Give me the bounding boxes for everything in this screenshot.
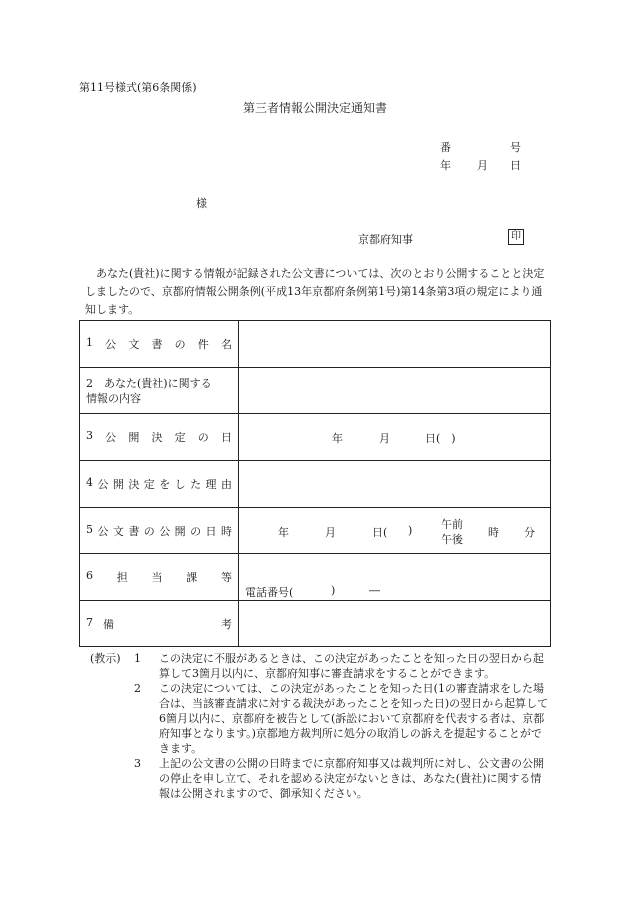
instructions-heading: (教示) [90, 652, 121, 665]
instruction-number: 1 [134, 652, 141, 665]
label-char: 決 [128, 478, 140, 491]
label-char: 日 [220, 431, 232, 444]
label-char: 名 [220, 338, 232, 351]
label-char: 公 [97, 524, 109, 538]
date-year-label: 年 [440, 159, 451, 172]
table-row [80, 414, 551, 461]
label-char: の [190, 524, 202, 538]
row-label-document-title [80, 321, 239, 368]
datetime-year: 年 [278, 525, 289, 539]
instruction-number: 3 [134, 757, 141, 770]
label-char: 備 [103, 617, 114, 631]
datetime-month: 月 [325, 525, 336, 539]
label-char: 書 [151, 338, 163, 351]
table-row [80, 368, 551, 414]
instruction-text: この決定に不服があるときは、この決定があったことを知った日の翌日から起算して3箇月以内に、京都府知事に審査請求をすることができます。 [159, 652, 544, 680]
value-decision-reason[interactable] [239, 461, 551, 508]
value-disclosure-datetime[interactable] [239, 508, 551, 554]
instruction-item [90, 651, 552, 681]
phone-dash: ― [369, 584, 380, 597]
instruction-item [90, 681, 552, 756]
date-day-weekday: 日( ) [425, 432, 456, 445]
label-char: 理 [205, 478, 217, 491]
row-number: 3 [86, 429, 93, 442]
document-title: 第三者情報公開決定通知書 [242, 101, 387, 115]
label-char: 日 [205, 524, 217, 538]
datetime-pm: 午後 [441, 532, 463, 546]
label-char: 文 [112, 524, 124, 538]
label-char: の [174, 338, 186, 351]
instruction-item [90, 756, 552, 801]
table-row [80, 461, 551, 508]
table-row [80, 508, 551, 554]
number-label: 番 [440, 141, 451, 154]
row-number: 2 [86, 376, 93, 390]
label-char: 課 [186, 571, 198, 584]
label-text: あなた(貴社)に関する [104, 376, 212, 390]
label-char: 開 [174, 524, 186, 538]
form-number-label: 第11号様式(第6条関係) [79, 81, 197, 94]
label-char: 当 [151, 571, 163, 584]
recipient-honorific: 様 [196, 197, 207, 210]
instruction-number: 2 [134, 682, 141, 695]
table-row [80, 601, 551, 647]
label-char: 担 [116, 571, 128, 584]
row-label-remarks [80, 601, 239, 647]
date-month: 月 [379, 432, 390, 445]
label-char: 時 [220, 524, 232, 538]
label-char: 決 [151, 431, 163, 444]
label-char: 文 [128, 338, 140, 351]
datetime-minute: 分 [524, 525, 535, 539]
label-char: の [143, 524, 155, 538]
value-remarks[interactable] [239, 601, 551, 647]
label-char: し [174, 478, 186, 491]
instruction-text: この決定については、この決定があったことを知った日(1の審査請求をした場合は、当該審査請求に対する裁決があったことを知った日)の翌日から起算して6箇月以内に、京都府を被告として(訴訟において京都府を代表する者は、京都府知事となります。)京都地方裁判所に処分の取消しの訴えを提起することができます。 [159, 682, 549, 755]
intro-paragraph: あなた(貴社)に関する情報が記録された公文書については、次のとおり公開することと決定しましたので、京都府情報公開条例(平成13年京都府条例第1号)第14条第3項の規定により通知します。 [85, 267, 545, 316]
value-decision-date[interactable] [239, 414, 551, 461]
row-label-department [80, 554, 239, 601]
row-number: 5 [86, 522, 93, 536]
label-char: 開 [128, 431, 140, 444]
datetime-day: 日( [372, 525, 388, 539]
value-department[interactable] [239, 554, 551, 601]
phone-label: 電話番号( [245, 586, 294, 599]
row-label-decision-date [80, 414, 239, 461]
row-label-info-content [80, 368, 239, 414]
instruction-text: 上記の公文書の公開の日時までに京都府知事又は裁判所に対し、公文書の公開の停止を申し立て、それを認める決定がないときは、あなた(貴社)に関する情報は公開されますので、御承知ください。 [159, 757, 544, 800]
label-char: 公 [105, 338, 117, 351]
value-info-content[interactable] [239, 368, 551, 414]
row-number: 4 [86, 476, 93, 489]
number-suffix: 号 [510, 141, 521, 154]
label-char: 公 [105, 431, 117, 444]
instructions-section [90, 651, 552, 801]
table-row [80, 321, 551, 368]
official-seal-mark: 印 [508, 229, 524, 245]
label-char: 由 [220, 478, 232, 491]
label-char: 開 [112, 478, 124, 491]
sender-name: 京都府知事 [358, 233, 413, 246]
datetime-am: 午前 [441, 517, 463, 531]
label-char: 等 [221, 571, 232, 584]
row-number: 7 [86, 615, 93, 629]
date-month-label: 月 [477, 159, 488, 172]
disclosure-table [79, 320, 551, 647]
label-char: の [197, 431, 209, 444]
date-year: 年 [332, 432, 343, 445]
row-number: 6 [86, 569, 93, 582]
datetime-paren-close: ) [408, 523, 413, 537]
phone-paren-close: ) [331, 584, 336, 597]
label-char: 定 [143, 478, 155, 491]
date-day-label: 日 [510, 159, 521, 172]
row-label-disclosure-datetime [80, 508, 239, 554]
label-char: 公 [159, 524, 171, 538]
datetime-hour: 時 [488, 525, 499, 539]
label-char: 書 [128, 524, 140, 538]
label-char: 定 [174, 431, 186, 444]
value-document-title[interactable] [239, 321, 551, 368]
table-row [80, 554, 551, 601]
row-number: 1 [86, 336, 93, 349]
label-char: 件 [197, 338, 209, 351]
label-text: 情報の内容 [86, 391, 141, 405]
label-char: 公 [97, 478, 109, 491]
label-char: 考 [221, 617, 232, 631]
label-char: た [190, 478, 202, 491]
label-char: を [159, 478, 171, 491]
row-label-decision-reason [80, 461, 239, 508]
